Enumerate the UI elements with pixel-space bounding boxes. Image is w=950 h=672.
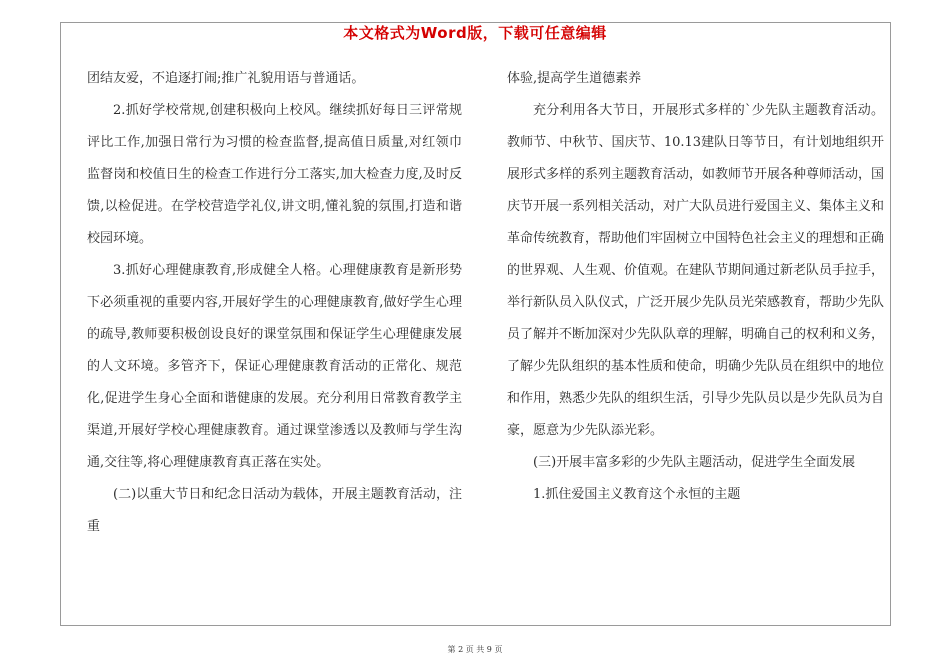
section-heading: (三)开展丰富多彩的少先队主题活动，促进学生全面发展 — [533, 455, 856, 470]
paragraph: 3.抓好心理健康教育,形成健全人格。心理健康教育是新形势下必须重视的重要内容,开展好学生的心理健康教育,做好学生心理的疏导,教师要积极创设良好的课堂氛围和保证学生心理健康发展的人文环境。多管齐下，保证心理健康教育活动的正常化、规范化,促进学生身心全面和谐健康的发展。充分利用日常教育教学主渠道,开展好学校心理健康教育。通过课堂渗透以及教师与学生沟通,交往等,将心理健康教育真正落在实处。 — [87, 263, 462, 470]
paragraph: 团结友爱，不追逐打闹;推广礼貌用语与普通话。 — [87, 71, 365, 86]
page-number: 第 2 页 共 9 页 — [447, 645, 503, 654]
left-column — [87, 63, 462, 543]
paragraph: 2.抓好学校常规,创建积极向上校风。继续抓好每日三评常规评比工作,加强日常行为习惯的检查监督,提高值日质量,对红领巾监督岗和校值日生的检查工作进行分工落实,加大检查力度,及时反馈,以检促进。在学校营造学礼仪,讲文明,懂礼貌的氛围,打造和谐校园环境。 — [87, 103, 462, 246]
watermark-banner: 本文格式为Word版，下载可任意编辑 — [343, 24, 607, 42]
right-column — [507, 63, 884, 511]
subsection-heading: 1.抓住爱国主义教育这个永恒的主题 — [533, 487, 741, 502]
paragraph: 体验,提高学生道德素养 — [507, 71, 642, 86]
paragraph: 充分利用各大节日，开展形式多样的`少先队主题教育活动。教师节、中秋节、国庆节、10.13建队日等节日，有计划地组织开展形式多样的系列主题教育活动，如教师节开展各种尊师活动，国庆节开展一系列相关活动，对广大队员进行爱国主义、集体主义和革命传统教育，帮助他们牢固树立中国特色社会主义的理想和正确的世界观、人生观、价值观。在建队节期间通过新老队员手拉手，举行新队员入队仪式，广泛开展少先队员光荣感教育，帮助少先队员了解并不断加深对少先队队章的理解，明确自己的权利和义务，了解少先队组织的基本性质和使命，明确少先队员在组织中的地位和作用，熟悉少先队的组织生活，引导少先队员以是少先队员为自豪，愿意为少先队添光彩。 — [507, 103, 885, 438]
paragraph: (二)以重大节日和纪念日活动为载体，开展主题教育活动，注重 — [87, 487, 462, 534]
